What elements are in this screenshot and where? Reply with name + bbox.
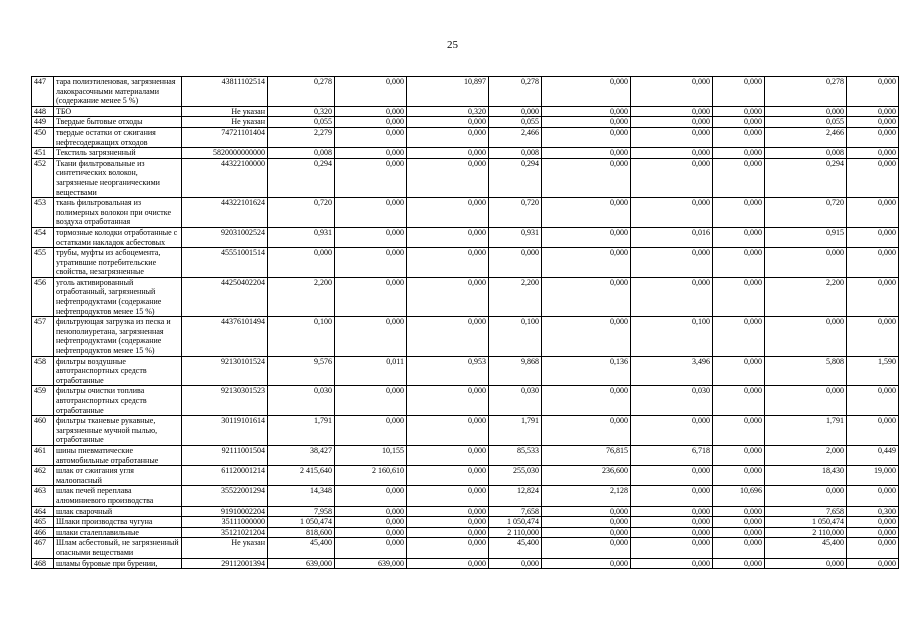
value-cell: 0,000 — [542, 517, 631, 528]
value-cell: 0,000 — [335, 117, 407, 128]
value-cell: 0,000 — [407, 248, 489, 278]
value-cell: 0,000 — [765, 386, 847, 416]
value-cell: 0,000 — [542, 277, 631, 316]
value-cell: 0,008 — [765, 148, 847, 159]
value-cell: 0,000 — [542, 127, 631, 147]
value-cell: 6,718 — [631, 445, 713, 465]
value-cell: 0,320 — [407, 106, 489, 117]
row-number-cell: 466 — [32, 527, 54, 538]
waste-name-cell: трубы, муфты из асбоцемента, утратившие потребительские свойства, незагрязненные — [54, 248, 182, 278]
value-cell: 0,000 — [542, 77, 631, 107]
value-cell: 0,000 — [335, 517, 407, 528]
waste-code-cell: 92130301523 — [182, 386, 268, 416]
row-number-cell: 464 — [32, 506, 54, 517]
value-cell: 5,808 — [765, 356, 847, 386]
table-row — [32, 356, 899, 386]
value-cell: 0,000 — [713, 386, 765, 416]
value-cell: 0,000 — [631, 198, 713, 228]
waste-name-cell: фильтрующая загрузка из песка и пенополиуретана, загрязненная нефтепродуктами (содержание нефтепродуктов менее 15 %) — [54, 317, 182, 356]
waste-code-cell: Не указан — [182, 117, 268, 128]
value-cell: 0,000 — [335, 486, 407, 506]
waste-name-cell: ТБО — [54, 106, 182, 117]
value-cell: 0,011 — [335, 356, 407, 386]
value-cell: 0,915 — [765, 227, 847, 247]
value-cell: 7,658 — [765, 506, 847, 517]
value-cell: 0,953 — [407, 356, 489, 386]
value-cell: 0,055 — [765, 117, 847, 128]
waste-name-cell: Текстиль загрязненный — [54, 148, 182, 159]
value-cell: 0,294 — [489, 158, 542, 197]
value-cell: 0,000 — [847, 317, 899, 356]
value-cell: 818,600 — [268, 527, 335, 538]
value-cell: 0,000 — [713, 158, 765, 197]
waste-code-cell: 43811102514 — [182, 77, 268, 107]
row-number-cell: 459 — [32, 386, 54, 416]
waste-name-cell: твердые остатки от сжигания нефтесодержащих отходов — [54, 127, 182, 147]
waste-code-cell: 44322101624 — [182, 198, 268, 228]
value-cell: 1 050,474 — [489, 517, 542, 528]
value-cell: 0,000 — [631, 538, 713, 558]
value-cell: 0,000 — [765, 248, 847, 278]
value-cell: 0,000 — [542, 317, 631, 356]
value-cell: 0,320 — [268, 106, 335, 117]
value-cell: 0,000 — [765, 106, 847, 117]
value-cell: 1,791 — [765, 416, 847, 446]
row-number-cell: 453 — [32, 198, 54, 228]
value-cell: 0,000 — [407, 317, 489, 356]
value-cell: 2 415,640 — [268, 466, 335, 486]
value-cell: 0,000 — [631, 106, 713, 117]
waste-name-cell: шламы буровые при бурении, — [54, 558, 182, 569]
value-cell: 12,824 — [489, 486, 542, 506]
value-cell: 0,000 — [542, 158, 631, 197]
value-cell: 0,008 — [268, 148, 335, 159]
value-cell: 0,100 — [631, 317, 713, 356]
value-cell: 0,000 — [631, 466, 713, 486]
value-cell: 0,000 — [335, 198, 407, 228]
value-cell: 0,008 — [489, 148, 542, 159]
value-cell: 0,000 — [407, 117, 489, 128]
value-cell: 0,300 — [847, 506, 899, 517]
waste-code-cell: 45551001514 — [182, 248, 268, 278]
value-cell: 0,000 — [713, 198, 765, 228]
value-cell: 38,427 — [268, 445, 335, 465]
value-cell: 0,000 — [713, 248, 765, 278]
value-cell: 255,030 — [489, 466, 542, 486]
value-cell: 0,000 — [713, 148, 765, 159]
value-cell: 0,000 — [542, 386, 631, 416]
value-cell: 0,000 — [847, 148, 899, 159]
row-number-cell: 451 — [32, 148, 54, 159]
value-cell: 0,000 — [335, 277, 407, 316]
waste-name-cell: фильтры тканевые рукавные, загрязненные мучной пылью, отработанные — [54, 416, 182, 446]
value-cell: 0,000 — [713, 517, 765, 528]
value-cell: 0,000 — [407, 158, 489, 197]
table-row — [32, 117, 899, 128]
value-cell: 0,294 — [765, 158, 847, 197]
row-number-cell: 452 — [32, 158, 54, 197]
value-cell: 0,000 — [335, 538, 407, 558]
row-number-cell: 449 — [32, 117, 54, 128]
value-cell: 10,696 — [713, 486, 765, 506]
value-cell: 0,000 — [542, 148, 631, 159]
page-number: 25 — [447, 39, 458, 51]
value-cell: 0,000 — [847, 277, 899, 316]
waste-code-cell: 44250402204 — [182, 277, 268, 316]
table-row — [32, 527, 899, 538]
value-cell: 0,000 — [407, 277, 489, 316]
value-cell: 0,000 — [847, 538, 899, 558]
value-cell: 0,000 — [407, 486, 489, 506]
table-row — [32, 506, 899, 517]
value-cell: 0,000 — [713, 77, 765, 107]
table-row — [32, 486, 899, 506]
value-cell: 76,815 — [542, 445, 631, 465]
value-cell: 0,000 — [713, 317, 765, 356]
value-cell: 0,278 — [268, 77, 335, 107]
row-number-cell: 454 — [32, 227, 54, 247]
value-cell: 0,000 — [542, 538, 631, 558]
waste-name-cell: Шлаки производства чугуна — [54, 517, 182, 528]
value-cell: 0,000 — [489, 558, 542, 569]
row-number-cell: 467 — [32, 538, 54, 558]
value-cell: 0,000 — [407, 506, 489, 517]
value-cell: 0,931 — [268, 227, 335, 247]
value-cell: 2,000 — [765, 445, 847, 465]
value-cell: 0,000 — [542, 227, 631, 247]
row-number-cell: 448 — [32, 106, 54, 117]
row-number-cell: 447 — [32, 77, 54, 107]
value-cell: 2,466 — [765, 127, 847, 147]
value-cell: 0,030 — [489, 386, 542, 416]
waste-code-cell: 35522001294 — [182, 486, 268, 506]
value-cell: 0,000 — [268, 248, 335, 278]
row-number-cell: 457 — [32, 317, 54, 356]
value-cell: 0,000 — [713, 106, 765, 117]
value-cell: 0,000 — [631, 558, 713, 569]
waste-name-cell: Ткани фильтровальные из синтетических волокон, загрязненые неорганическими веществами — [54, 158, 182, 197]
table-row — [32, 277, 899, 316]
value-cell: 0,000 — [631, 486, 713, 506]
value-cell: 45,400 — [489, 538, 542, 558]
value-cell: 0,000 — [335, 416, 407, 446]
value-cell: 0,000 — [713, 506, 765, 517]
value-cell: 0,000 — [713, 117, 765, 128]
value-cell: 0,136 — [542, 356, 631, 386]
value-cell: 2,279 — [268, 127, 335, 147]
table-row — [32, 248, 899, 278]
waste-name-cell: уголь активированный отработанный, загрязненный нефтепродуктами (содержание нефтепродуктов менее 15 %) — [54, 277, 182, 316]
table-row — [32, 148, 899, 159]
value-cell: 0,000 — [631, 517, 713, 528]
value-cell: 2 160,610 — [335, 466, 407, 486]
value-cell: 0,000 — [631, 127, 713, 147]
waste-name-cell: шины пневматические автомобильные отработанные — [54, 445, 182, 465]
value-cell: 0,000 — [847, 517, 899, 528]
table-row — [32, 416, 899, 446]
value-cell: 0,000 — [713, 445, 765, 465]
table-body — [32, 77, 899, 569]
value-cell: 0,000 — [847, 486, 899, 506]
value-cell: 0,000 — [335, 248, 407, 278]
waste-code-cell: 35121021204 — [182, 527, 268, 538]
waste-name-cell: тормозные колодки отработанные с остатками накладок асбестовых — [54, 227, 182, 247]
table-row — [32, 106, 899, 117]
value-cell: 0,000 — [631, 117, 713, 128]
value-cell: 639,000 — [335, 558, 407, 569]
value-cell: 0,100 — [268, 317, 335, 356]
value-cell: 0,000 — [542, 416, 631, 446]
value-cell: 7,958 — [268, 506, 335, 517]
value-cell: 0,000 — [407, 416, 489, 446]
row-number-cell: 468 — [32, 558, 54, 569]
value-cell: 0,000 — [407, 466, 489, 486]
value-cell: 0,294 — [268, 158, 335, 197]
value-cell: 0,720 — [765, 198, 847, 228]
value-cell: 14,348 — [268, 486, 335, 506]
value-cell: 9,576 — [268, 356, 335, 386]
value-cell: 0,016 — [631, 227, 713, 247]
value-cell: 0,000 — [631, 527, 713, 538]
value-cell: 0,000 — [489, 248, 542, 278]
value-cell: 0,000 — [631, 277, 713, 316]
value-cell: 0,000 — [713, 416, 765, 446]
value-cell: 0,000 — [489, 106, 542, 117]
value-cell: 0,000 — [847, 227, 899, 247]
table-row — [32, 77, 899, 107]
table-row — [32, 227, 899, 247]
value-cell: 2 110,000 — [765, 527, 847, 538]
value-cell: 0,000 — [631, 148, 713, 159]
value-cell: 0,000 — [847, 386, 899, 416]
value-cell: 2,128 — [542, 486, 631, 506]
value-cell: 0,000 — [335, 227, 407, 247]
value-cell: 0,278 — [489, 77, 542, 107]
row-number-cell: 462 — [32, 466, 54, 486]
waste-code-cell: 44322100000 — [182, 158, 268, 197]
waste-code-cell: 92130101524 — [182, 356, 268, 386]
value-cell: 0,000 — [542, 106, 631, 117]
value-cell: 19,000 — [847, 466, 899, 486]
value-cell: 0,000 — [713, 466, 765, 486]
value-cell: 0,000 — [335, 506, 407, 517]
value-cell: 0,000 — [407, 386, 489, 416]
value-cell: 0,000 — [407, 127, 489, 147]
table-row — [32, 558, 899, 569]
table-row — [32, 198, 899, 228]
value-cell: 0,931 — [489, 227, 542, 247]
value-cell: 0,000 — [847, 198, 899, 228]
table-row — [32, 317, 899, 356]
value-cell: 0,449 — [847, 445, 899, 465]
value-cell: 0,000 — [713, 538, 765, 558]
value-cell: 0,000 — [847, 127, 899, 147]
value-cell: 0,000 — [713, 277, 765, 316]
value-cell: 0,000 — [335, 148, 407, 159]
waste-name-cell: шлак печей переплава алюминиевого производства — [54, 486, 182, 506]
value-cell: 0,000 — [847, 416, 899, 446]
value-cell: 0,000 — [713, 527, 765, 538]
waste-code-cell: 91910002204 — [182, 506, 268, 517]
value-cell: 0,000 — [335, 527, 407, 538]
value-cell: 85,533 — [489, 445, 542, 465]
table-row — [32, 466, 899, 486]
row-number-cell: 460 — [32, 416, 54, 446]
value-cell: 0,000 — [542, 198, 631, 228]
value-cell: 2,200 — [268, 277, 335, 316]
value-cell: 1,791 — [489, 416, 542, 446]
value-cell: 639,000 — [268, 558, 335, 569]
waste-name-cell: Шлам асбестовый, не загрязненный опасными веществами — [54, 538, 182, 558]
value-cell: 0,000 — [542, 506, 631, 517]
value-cell: 0,000 — [407, 198, 489, 228]
value-cell: 0,000 — [542, 248, 631, 278]
value-cell: 0,000 — [765, 486, 847, 506]
table-row — [32, 517, 899, 528]
waste-name-cell: тара полиэтиленовая, загрязненная лакокрасочными материалами (содержание менее 5 %) — [54, 77, 182, 107]
value-cell: 0,030 — [268, 386, 335, 416]
value-cell: 0,055 — [268, 117, 335, 128]
waste-name-cell: фильтры воздушные автотранспортных средств отработанные — [54, 356, 182, 386]
value-cell: 0,000 — [407, 538, 489, 558]
value-cell: 45,400 — [268, 538, 335, 558]
waste-code-cell: 92031002524 — [182, 227, 268, 247]
value-cell: 0,030 — [631, 386, 713, 416]
value-cell: 0,000 — [335, 317, 407, 356]
value-cell: 0,000 — [847, 158, 899, 197]
waste-table — [31, 76, 899, 569]
value-cell: 0,000 — [713, 356, 765, 386]
value-cell: 0,000 — [335, 386, 407, 416]
value-cell: 0,000 — [407, 527, 489, 538]
waste-code-cell: 44376101494 — [182, 317, 268, 356]
value-cell: 0,000 — [847, 106, 899, 117]
value-cell: 0,000 — [542, 527, 631, 538]
value-cell: 0,720 — [268, 198, 335, 228]
value-cell: 0,720 — [489, 198, 542, 228]
row-number-cell: 458 — [32, 356, 54, 386]
value-cell: 0,000 — [765, 317, 847, 356]
value-cell: 0,000 — [765, 558, 847, 569]
value-cell: 0,278 — [765, 77, 847, 107]
value-cell: 1 050,474 — [268, 517, 335, 528]
value-cell: 0,000 — [847, 117, 899, 128]
row-number-cell: 461 — [32, 445, 54, 465]
table-row — [32, 445, 899, 465]
value-cell: 0,100 — [489, 317, 542, 356]
value-cell: 9,868 — [489, 356, 542, 386]
value-cell: 0,000 — [631, 416, 713, 446]
waste-code-cell: 35111000000 — [182, 517, 268, 528]
waste-code-cell: 30119101614 — [182, 416, 268, 446]
value-cell: 0,000 — [713, 127, 765, 147]
value-cell: 0,000 — [335, 127, 407, 147]
value-cell: 1,590 — [847, 356, 899, 386]
value-cell: 236,600 — [542, 466, 631, 486]
waste-code-cell: 74721101404 — [182, 127, 268, 147]
waste-code-cell: 29112001394 — [182, 558, 268, 569]
value-cell: 10,155 — [335, 445, 407, 465]
value-cell: 18,430 — [765, 466, 847, 486]
table-row — [32, 127, 899, 147]
value-cell: 0,000 — [335, 106, 407, 117]
value-cell: 0,000 — [713, 227, 765, 247]
value-cell: 0,000 — [407, 445, 489, 465]
waste-name-cell: шлак от сжигания угля малоопасный — [54, 466, 182, 486]
waste-code-cell: 61120001214 — [182, 466, 268, 486]
value-cell: 0,000 — [631, 158, 713, 197]
value-cell: 0,000 — [407, 148, 489, 159]
value-cell: 0,000 — [847, 248, 899, 278]
table-row — [32, 158, 899, 197]
value-cell: 0,000 — [631, 506, 713, 517]
value-cell: 1 050,474 — [765, 517, 847, 528]
waste-code-cell: 5820000000000 — [182, 148, 268, 159]
waste-code-cell: Не указан — [182, 106, 268, 117]
row-number-cell: 456 — [32, 277, 54, 316]
row-number-cell: 455 — [32, 248, 54, 278]
row-number-cell: 463 — [32, 486, 54, 506]
row-number-cell: 465 — [32, 517, 54, 528]
waste-name-cell: фильтры очистки топлива автотранспортных средств отработанные — [54, 386, 182, 416]
value-cell: 2,200 — [765, 277, 847, 316]
value-cell: 0,000 — [407, 227, 489, 247]
waste-name-cell: Твердые бытовые отходы — [54, 117, 182, 128]
value-cell: 0,000 — [407, 558, 489, 569]
value-cell: 3,496 — [631, 356, 713, 386]
waste-code-cell: Не указан — [182, 538, 268, 558]
table-row — [32, 386, 899, 416]
value-cell: 0,000 — [335, 158, 407, 197]
value-cell: 0,000 — [631, 248, 713, 278]
value-cell: 0,000 — [847, 527, 899, 538]
value-cell: 7,658 — [489, 506, 542, 517]
value-cell: 45,400 — [765, 538, 847, 558]
value-cell: 1,791 — [268, 416, 335, 446]
value-cell: 0,000 — [335, 77, 407, 107]
value-cell: 2,200 — [489, 277, 542, 316]
waste-name-cell: ткань фильтровальная из полимерных волокон при очистке воздуха отработанная — [54, 198, 182, 228]
waste-name-cell: шлаки сталеплавильные — [54, 527, 182, 538]
value-cell: 0,000 — [631, 77, 713, 107]
value-cell: 0,055 — [489, 117, 542, 128]
value-cell: 0,000 — [542, 117, 631, 128]
value-cell: 0,000 — [847, 77, 899, 107]
value-cell: 0,000 — [847, 558, 899, 569]
value-cell: 2,466 — [489, 127, 542, 147]
value-cell: 2 110,000 — [489, 527, 542, 538]
table-row — [32, 538, 899, 558]
value-cell: 0,000 — [542, 558, 631, 569]
waste-name-cell: шлак сварочный — [54, 506, 182, 517]
value-cell: 10,897 — [407, 77, 489, 107]
row-number-cell: 450 — [32, 127, 54, 147]
waste-code-cell: 92111001504 — [182, 445, 268, 465]
value-cell: 0,000 — [713, 558, 765, 569]
value-cell: 0,000 — [407, 517, 489, 528]
